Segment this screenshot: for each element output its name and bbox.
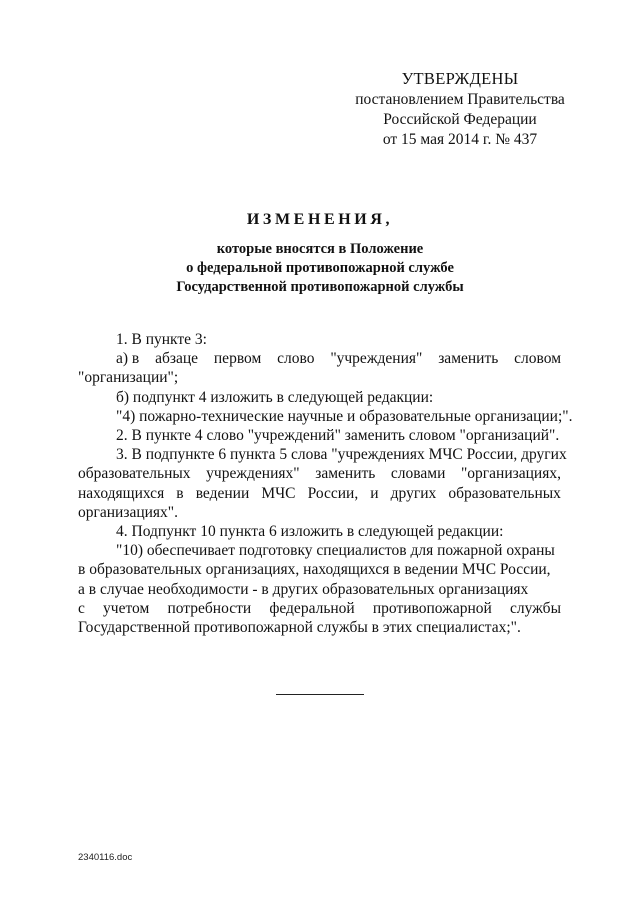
title-line: о федеральной противопожарной службе: [186, 260, 454, 276]
body-word: России,: [307, 484, 359, 502]
approval-line: Российской Федерации: [383, 111, 537, 128]
body-word: первом: [213, 350, 262, 368]
document-title: [0, 210, 640, 297]
approval-line: постановлением Правительства: [355, 91, 565, 108]
body-word: а) в: [116, 350, 140, 368]
body-line: 2. В пункте 4 слово "учреждений" заменить словом "организаций".: [116, 427, 560, 445]
body-line: "10) обеспечивает подготовку специалистов для пожарной охраны: [116, 542, 555, 560]
approval-date-number: от 15 мая 2014 г. № 437: [382, 131, 538, 148]
body-line: в образовательных организациях, находящихся в ведении МЧС России,: [78, 561, 551, 579]
body-word: в: [176, 484, 184, 502]
approval-heading: УТВЕРЖДЕНЫ: [401, 69, 519, 88]
body-word: словами: [390, 465, 446, 483]
approval-stamp: [345, 68, 575, 150]
body-word: "учреждения": [330, 350, 423, 368]
body-line: Государственной противопожарной службы в этих специалистах;".: [78, 619, 521, 637]
body-word: других: [390, 484, 437, 502]
body-line: 3. В подпункте 6 пункта 5 слова "учреждениях МЧС России, других: [116, 446, 567, 464]
body-line: 4. Подпункт 10 пункта 6 изложить в следующей редакции:: [116, 523, 504, 541]
title-line: которые вносятся в Положение: [216, 241, 424, 257]
body-word: противопожарной: [372, 599, 492, 617]
body-word: и: [370, 484, 379, 502]
body-word: с: [78, 599, 85, 617]
body-line: а в случае необходимости - в других образовательных организациях: [78, 580, 529, 598]
body-word: заменить: [315, 465, 376, 483]
body-word: заменить: [438, 350, 499, 368]
body-word: учетом: [103, 599, 150, 617]
body-line: "4) пожарно-технические научные и образовательные организации;".: [116, 407, 573, 425]
body-word: слово: [277, 350, 315, 368]
body-line: б) подпункт 4 изложить в следующей редакции:: [116, 388, 434, 406]
body-word: "организациях,: [460, 465, 561, 483]
end-separator-line: [276, 694, 364, 695]
body-word: федеральной: [269, 599, 355, 617]
body-line: 1. В пункте 3:: [116, 331, 207, 348]
body-word: образовательных: [448, 484, 561, 502]
body-word: службы: [510, 599, 561, 617]
body-word: абзаце: [155, 350, 199, 368]
body-line: организациях".: [78, 503, 179, 521]
body-word: словом: [514, 350, 561, 368]
title-line: Государственной противопожарной службы: [176, 279, 464, 295]
body-line-justified: [78, 599, 561, 618]
body-line-justified: [78, 484, 561, 503]
title-main: ИЗМЕНЕНИЯ,: [246, 211, 394, 228]
body-line-justified: [78, 349, 561, 368]
body-word: находящихся: [78, 484, 165, 502]
body-word: потребности: [167, 599, 252, 617]
document-filename: 2340116.doc: [78, 852, 133, 863]
body-line-justified: [78, 464, 561, 483]
body-word: МЧС: [261, 484, 296, 502]
body-word: учреждениях": [206, 465, 300, 483]
document-body: [78, 330, 573, 637]
body-word: образовательных: [78, 465, 191, 483]
body-line: "организации";: [78, 369, 179, 387]
body-word: ведении: [195, 484, 250, 502]
